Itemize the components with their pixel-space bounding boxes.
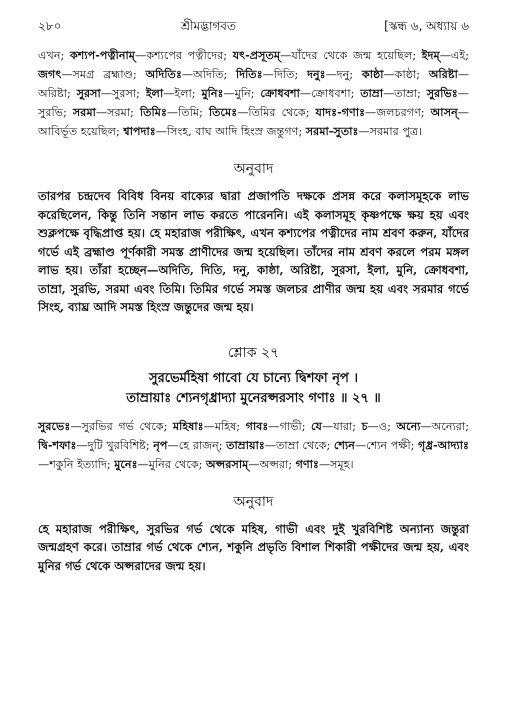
- word-meaning: —সুরভির গর্ভ থেকে;: [70, 419, 173, 433]
- sanskrit-word: শ্যেন: [333, 437, 355, 452]
- sanskrit-word: অপ্সরসাম্: [205, 456, 249, 471]
- book-title: শ্রীমদ্ভাগবত: [180, 19, 236, 33]
- word-meaning: —অপ্সরা;: [248, 457, 296, 471]
- word-meaning: —ক্রোধবশা;: [299, 87, 361, 100]
- sanskrit-word: গাবঃ: [245, 418, 269, 433]
- word-meaning: —শ্যেন পক্ষী;: [354, 438, 419, 452]
- sanskrit-word: মুনেঃ: [114, 456, 138, 471]
- word-meaning: —ইলা;: [163, 87, 202, 100]
- word-meaning: —কাষ্ঠা;: [383, 68, 429, 81]
- sanskrit-word: ইলা: [145, 86, 164, 100]
- sanskrit-word: মহিষাঃ: [172, 418, 204, 433]
- translation-heading: অনুবাদ: [233, 161, 274, 177]
- sanskrit-word: নৃপ: [153, 437, 168, 452]
- verse-line-2: তাম্রায়াঃ শ্যেনগৃধ্রাদ্যা মুনেরপ্সরসাং গণাঃ ॥ ২৭ ॥: [126, 390, 381, 406]
- word-meaning: —সুরভি;: [38, 87, 469, 119]
- word-meaning: —তাম্রা থেকে;: [264, 438, 334, 452]
- sanskrit-word: ক্রোধবশা: [260, 86, 300, 100]
- sanskrit-word: দিতিঃ: [236, 67, 263, 81]
- word-meaning: —মুনির থেকে;: [137, 457, 206, 471]
- word-meaning: —মুনি;: [223, 87, 261, 100]
- chapter-reference: [স্কন্ধ ৬, অধ্যায় ৬: [384, 19, 469, 33]
- word-meaning: —সমগ্র ব্রহ্মাণ্ড;: [61, 68, 146, 81]
- word-meaning: —তিমি;: [166, 106, 209, 119]
- sanskrit-word: শ্বাপদাঃ: [123, 124, 156, 138]
- word-meaning: —যারা;: [322, 419, 362, 433]
- word-meaning: —এই;: [439, 49, 469, 62]
- sanskrit-word: সরমা: [72, 105, 96, 119]
- sanskrit-word: ইদম্: [421, 48, 440, 62]
- word-meaning: —সরমার পুত্র।: [358, 125, 423, 138]
- sanskrit-word: মুনিঃ: [201, 86, 224, 100]
- word-meaning: —সুরসা;: [100, 87, 146, 100]
- word-meaning: —সিংহ, বাঘ আদি হিংস্র জন্তুগণ;: [155, 125, 306, 138]
- word-meaning: —জলচরগণ;: [365, 106, 431, 119]
- sanskrit-word: কশ্যপ-পত্নীনাম্: [69, 48, 136, 62]
- word-meaning: —শকুনি ইত্যাদি;: [38, 457, 115, 471]
- word-meaning: —ও;: [367, 419, 397, 433]
- word-meaning: এখন;: [38, 49, 70, 62]
- verse-number: শ্লোক ২৭: [227, 344, 280, 361]
- sanskrit-word: দ্বি-শফাঃ: [38, 437, 77, 452]
- sanskrit-word: তিমেঃ: [208, 105, 238, 119]
- word-meaning: —দিতি;: [262, 68, 308, 81]
- word-meaning: —কশ্যপের পত্নীদের;: [135, 49, 233, 62]
- word-meaning: —অন্যেরা;: [420, 419, 469, 433]
- word-meaning: —অদিতি;: [181, 68, 237, 81]
- word-meaning: —অরিষ্টা;: [38, 68, 469, 100]
- word-meaning: —হে রাজন্;: [167, 438, 227, 452]
- sanskrit-word: গৃধ্র-আদ্যাঃ: [418, 437, 469, 452]
- sanskrit-word: জগৎ: [38, 67, 62, 81]
- sanskrit-word: গণাঃ: [295, 456, 319, 471]
- sanskrit-word: তাম্রায়াঃ: [226, 437, 265, 452]
- sanskrit-word: কাষ্ঠা: [361, 67, 384, 81]
- sanskrit-word: যাদঃ-গণাঃ: [315, 105, 366, 119]
- sanskrit-word: অরিষ্টা: [428, 67, 458, 81]
- sanskrit-word: আসন্: [430, 105, 458, 119]
- word-meaning: —সমূহ।: [318, 457, 354, 471]
- word-meaning: —তিমির থেকে;: [237, 106, 316, 119]
- sanskrit-word: সুরভিঃ: [426, 86, 458, 100]
- word-meaning: —তাম্রা;: [383, 87, 427, 100]
- word-meaning: —দুটি খুরবিশিষ্ট;: [76, 438, 154, 452]
- sanskrit-word: সরমা-সুতাঃ: [305, 124, 359, 138]
- sanskrit-word: তাম্রা: [360, 86, 384, 100]
- sanskrit-word: যে: [311, 418, 322, 433]
- verse-line-1: সুরভের্মহিষা গাবো যে চান্যে দ্বিশফা নৃপ ।: [149, 370, 358, 386]
- sanskrit-word: অন্যে: [396, 418, 421, 433]
- word-meaning: —দনু;: [325, 68, 362, 81]
- word-for-word-synonyms: [38, 46, 469, 141]
- word-meaning: —মহিষ;: [203, 419, 246, 433]
- translation-paragraph: তারপর চন্দ্রদেব বিবিধ বিনয় বাক্যের দ্বারা প্রজাপতি দক্ষকে প্রসন্ন করে কলাসমূহকে লাভ করেছিলেন, কিন্তু তিনি সন্তান লাভ করতে পারেননি। এই কলাসমূহ কৃষ্ণপক্ষে ক্ষয় হয় এবং শুক্লপক্ষে বৃদ্ধিপ্রাপ্ত হয়। হে মহারাজ পরীক্ষিৎ, এখন কশ্যপের পত্নীদের নাম শ্রবণ করুন, যাঁদের গর্ভে এই ব্রহ্মাণ্ড পূর্ণকারী সমস্ত প্রাণীদের জন্ম হয়েছিল। তাঁদের নাম শ্রবণ করলে পরম মঙ্গল লাভ হয়। তাঁরা হচ্ছেন—অদিতি, দিতি, দনু, কাষ্ঠা, অরিষ্টা, সুরসা, ইলা, মুনি, ক্রোধবশা, তাম্রা, সুরভি, সরমা এবং তিমি। তিমির গর্ভে সমস্ত জলচর প্রাণীর জন্ম হয় এবং সরমার গর্ভে সিংহ, ব্যাঘ্র আদি সমস্ত হিংস্র জন্তুদের জন্ম হয়।: [38, 189, 469, 314]
- verse-synonyms: [38, 417, 469, 474]
- page-number: ২৮০: [38, 19, 62, 33]
- sanskrit-word: অদিতিঃ: [145, 67, 182, 81]
- word-meaning: —সরমা;: [95, 106, 140, 119]
- sanskrit-word: চ: [361, 418, 368, 433]
- translation-heading-2: অনুবাদ: [233, 493, 274, 510]
- sanskrit-word: সুরসা: [76, 86, 101, 100]
- running-header: [38, 18, 469, 38]
- word-meaning: —গাভী;: [268, 419, 312, 433]
- word-meaning: —আবির্ভূত হয়েছিল;: [38, 106, 469, 138]
- sanskrit-word: দনুঃ: [307, 67, 326, 81]
- sanskrit-word: তিমিঃ: [139, 105, 167, 119]
- translation-paragraph-2: হে মহারাজ পরীক্ষিৎ, সুরভির গর্ভ থেকে মহিষ, গাভী এবং দুই খুরবিশিষ্ট অন্যান্য জন্তুরা জন্মগ্রহণ করে। তাম্রার গর্ভ থেকে শ্যেন, শকুনি প্রভৃতি বিশাল শিকারী পক্ষীদের জন্ম হয়, এবং মুনির গর্ভ থেকে অপ্সরাদের জন্ম হয়।: [38, 521, 469, 573]
- sanskrit-word: সুরভেঃ: [38, 418, 71, 433]
- word-meaning: —যাঁদের থেকে জন্ম হয়েছিল;: [280, 49, 422, 62]
- sanskrit-word: যৎ-প্রসূতম্: [232, 48, 281, 62]
